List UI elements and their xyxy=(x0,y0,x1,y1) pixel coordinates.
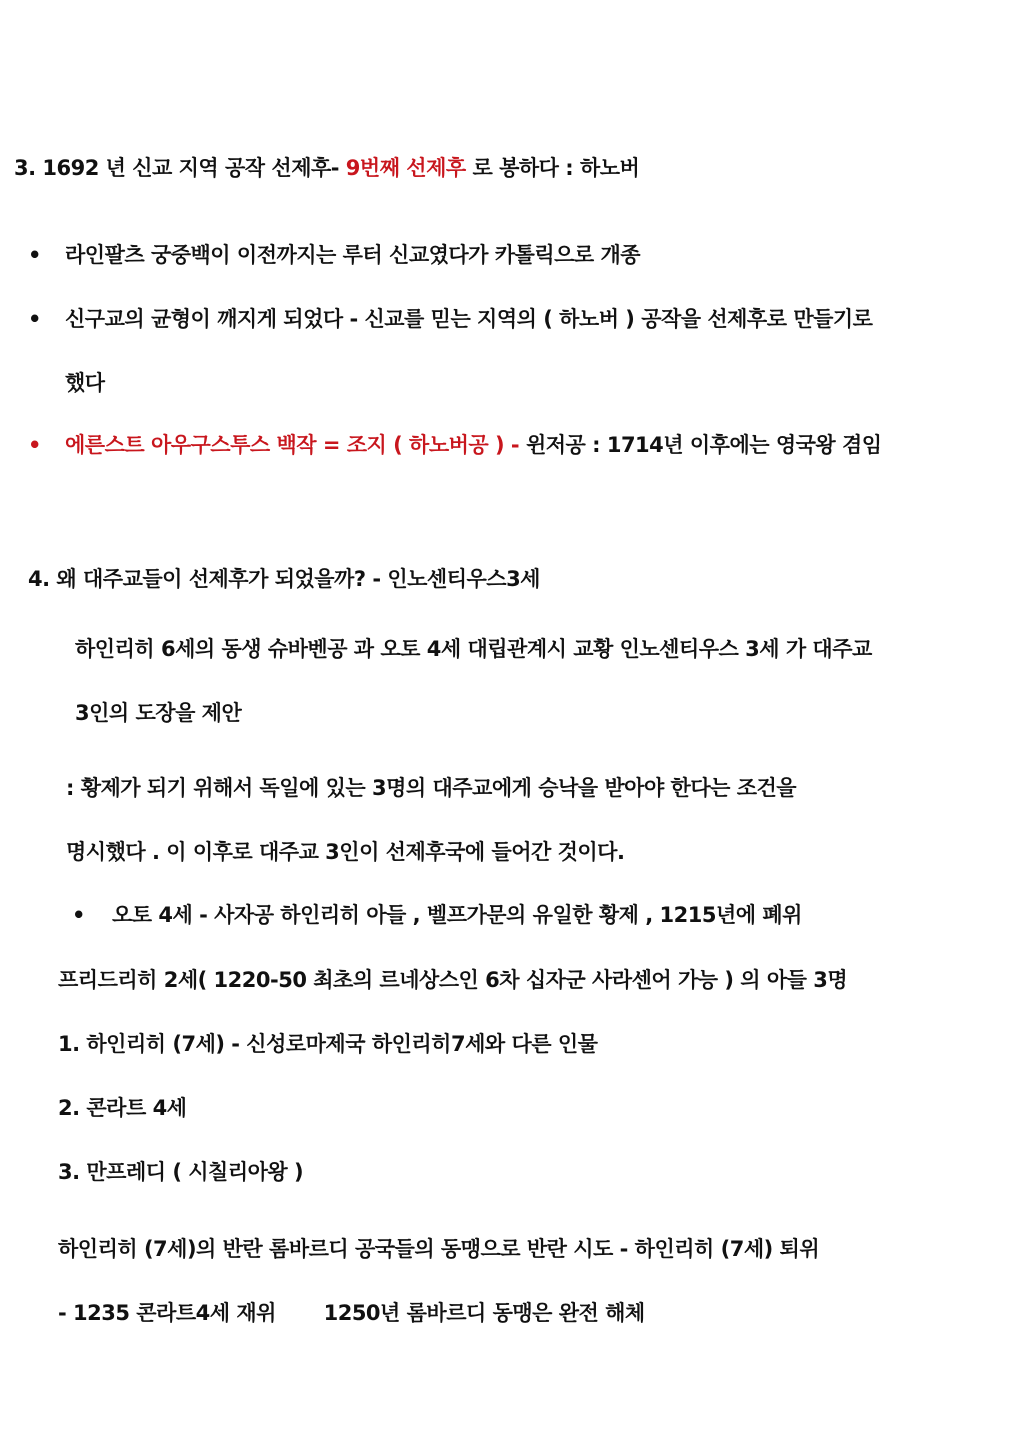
section4-para1-line2: 3인의 도장을 제안 xyxy=(75,701,242,725)
section4-son-3: 3. 만프레디 ( 시칠리아왕 ) xyxy=(58,1160,304,1184)
bullet-marker-red: • xyxy=(28,433,42,457)
section3-bullet-3 xyxy=(65,430,882,460)
section4-friedrich: 프리드리히 2세( 1220-50 최초의 르네상스인 6차 십자군 사라센어 가능 ) 의 아들 3명 xyxy=(58,968,848,992)
section3-bullet-2: 신구교의 균형이 깨지게 되었다 - 신교를 믿는 지역의 ( 하노버 ) 공작을 선제후로 만들기로 xyxy=(65,307,873,331)
section3-heading xyxy=(14,153,639,183)
section4-para1-line1: 하인리히 6세의 동생 슈바벤공 과 오토 4세 대립관계시 교황 인노센티우스 3세 가 대주교 xyxy=(75,637,872,661)
section4-para2-line1: : 황제가 되기 위해서 독일에 있는 3명의 대주교에게 승낙을 받아야 한다는 조건을 xyxy=(66,776,797,800)
section3-bullet-2-cont: 했다 xyxy=(65,371,105,395)
section4-son-1: 1. 하인리히 (7세) - 신성로마제국 하인리히7세와 다른 인물 xyxy=(58,1032,598,1056)
section4-son-2: 2. 콘라트 4세 xyxy=(58,1096,187,1120)
section4-heading: 4. 왜 대주교들이 선제후가 되었을까? - 인노센티우스3세 xyxy=(28,567,540,591)
bullet-marker: • xyxy=(28,243,42,267)
section3-bullet-3-rest: 윈저공 : 1714년 이후에는 영국왕 겸임 xyxy=(525,433,882,457)
section3-bullet-1: 라인팔츠 궁중백이 이전까지는 루터 신교였다가 카톨릭으로 개종 xyxy=(65,243,641,267)
section4-revolt: 하인리히 (7세)의 반란 롬바르디 공국들의 동맹으로 반란 시도 - 하인리히 (7세) 퇴위 xyxy=(58,1237,820,1261)
section3-bullet-3-highlight: 에른스트 아우구스투스 백작 = 조지 ( 하노버공 ) - xyxy=(65,433,526,457)
bullet-marker: • xyxy=(28,307,42,331)
section4-otto-bullet: 오토 4세 - 사자공 하인리히 아들 , 벨프가문의 유일한 황제 , 1215년에 폐위 xyxy=(112,903,802,927)
section3-heading-prefix: 3. 1692 년 신교 지역 공작 선제후- xyxy=(14,156,346,180)
section4-conrad: - 1235 콘라트4세 재위 1250년 롬바르디 동맹은 완전 해체 xyxy=(58,1301,645,1325)
bullet-marker: • xyxy=(72,903,86,927)
section3-heading-suffix: 로 봉하다 : 하노버 xyxy=(465,156,640,180)
section3-heading-highlight: 9번째 선제후 xyxy=(345,156,466,180)
section4-para2-line2: 명시했다 . 이 이후로 대주교 3인이 선제후국에 들어간 것이다. xyxy=(66,840,625,864)
